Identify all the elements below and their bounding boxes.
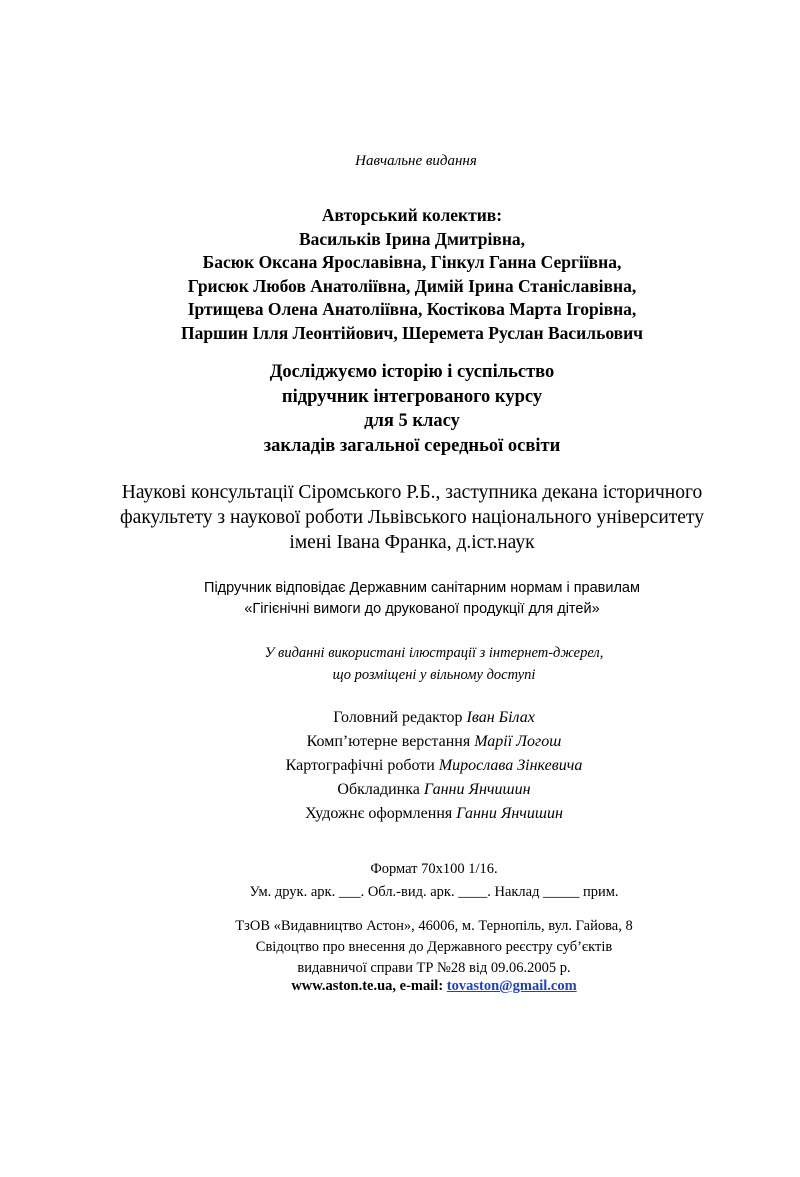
credit-name: Ганни Янчишин <box>423 781 531 798</box>
credit-name: Ганни Янчишин <box>456 805 563 822</box>
book-title-line: підручник інтегрованого курсу <box>281 386 543 407</box>
author-line: Паршин Ілля Леонтійович, Шеремета Руслан Васильович <box>180 322 644 343</box>
book-title-line: закладів загальної середньої освіти <box>263 435 561 456</box>
credit-line-layout: Комп’ютерне верстання Марії Логош <box>306 733 562 750</box>
sanitary-compliance-note <box>22 578 800 619</box>
publisher-line: Свідоцтво про внесення до Державного реєстру суб’єктів <box>255 939 613 955</box>
illustrations-line: У виданні використані ілюстрації з інтернет-джерел, <box>264 645 604 661</box>
credits-block <box>34 706 800 826</box>
print-format-block <box>34 858 800 904</box>
edition-type <box>16 150 800 172</box>
book-title-line: Досліджуємо історію і суспільство <box>269 362 555 382</box>
format-line: Формат 70х100 1/16. <box>370 861 498 877</box>
credit-line-cover: Обкладинка Ганни Янчишин <box>337 781 531 798</box>
illustrations-note <box>34 642 800 686</box>
credit-name: Мирослава Зінкевича <box>438 757 583 774</box>
credit-line-design: Художнє оформлення Ганни Янчишин <box>305 805 563 822</box>
author-line: Іртищева Олена Анатоліївна, Костікова Марта Ігорівна, <box>187 299 637 319</box>
sanitary-line: «Гігієнічні вимоги до друкованої продукції для дітей» <box>244 600 600 617</box>
credit-line-cartography: Картографічні роботи Мирослава Зінкевича <box>285 757 583 774</box>
book-title-line: для 5 класу <box>364 411 460 431</box>
author-line: Грисюк Любов Анатоліївна, Димій Ірина Станіславівна, <box>187 275 637 296</box>
edition-type-text: Навчальне видання <box>355 153 477 169</box>
publisher-block <box>34 916 800 979</box>
credit-name: Марії Логош <box>474 733 562 750</box>
credit-line-editor: Головний редактор Іван Білах <box>333 709 535 726</box>
website-text: www.aston.te.ua, e-mail: <box>291 978 447 994</box>
consultants-note <box>12 480 800 555</box>
credit-name: Іван Білах <box>466 709 535 726</box>
publisher-line: ТзОВ «Видавництво Астон», 46006, м. Тернопіль, вул. Гайова, 8 <box>235 918 633 934</box>
publisher-line: видавничої справи ТР №28 від 09.06.2005 р. <box>297 960 571 976</box>
illustrations-line: що розміщені у вільному доступі <box>332 667 536 683</box>
sanitary-line: Підручник відповідає Державним санітарним нормам і правилам <box>204 580 640 596</box>
consultants-line: факультету з наукової роботи Львівського національного університету <box>120 507 704 528</box>
print-specs-line: Ум. друк. арк. ___. Обл.-вид. арк. ____. Наклад _____ прим. <box>249 884 619 900</box>
consultants-line: імені Івана Франка, д.іст.наук <box>289 532 535 553</box>
book-title <box>12 360 800 458</box>
consultants-line: Наукові консультації Сіромського Р.Б., заступника декана історичного <box>121 482 703 503</box>
author-line: Васильків Ірина Дмитрівна, <box>298 228 526 249</box>
authors-heading: Авторський колектив: <box>321 205 503 225</box>
authors-block <box>12 204 800 345</box>
contacts-line <box>34 976 800 997</box>
email-link[interactable]: tovaston@gmail.com <box>446 978 577 994</box>
author-line: Басюк Оксана Ярославівна, Гінкул Ганна Сергіївна, <box>202 252 622 272</box>
